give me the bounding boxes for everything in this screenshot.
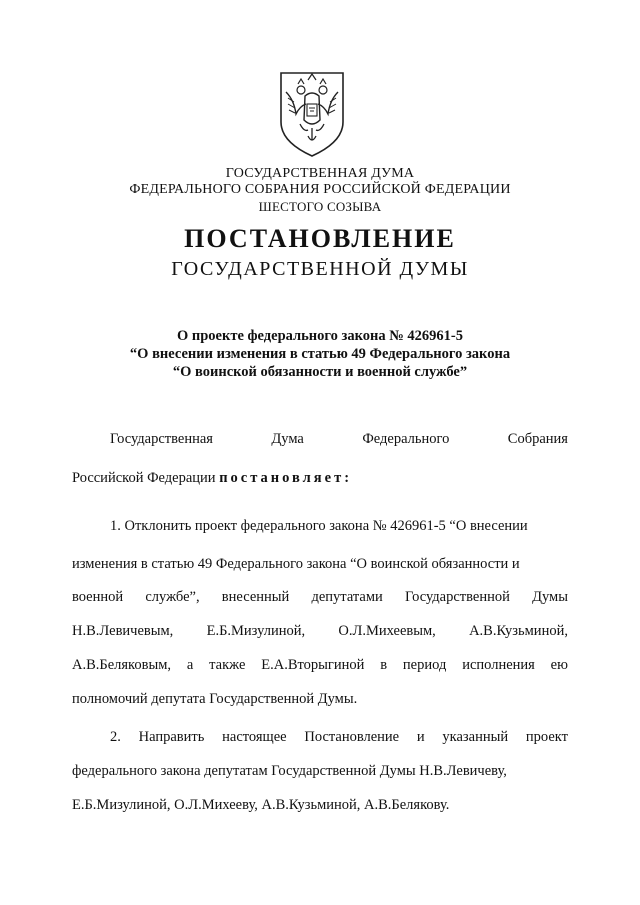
word: А.В.Кузьминой, [469, 623, 568, 639]
paragraph-1-line-2: изменения в статью 49 Федерального закона “О воинской обязанности и [72, 556, 520, 572]
word: и [416, 729, 425, 745]
word: Е.Б.Мизулиной, [206, 623, 306, 639]
word: Постановление [304, 729, 400, 745]
word: Думы [532, 589, 568, 605]
word: Направить [138, 729, 205, 745]
russian-coat-of-arms-icon [278, 70, 346, 158]
paragraph-2-line-3: Е.Б.Мизулиной, О.Л.Михееву, А.В.Кузьминой, А.В.Белякову. [72, 797, 450, 813]
word: А.В.Беляковым, [72, 657, 172, 673]
paragraph-1-line-1: 1. Отклонить проект федерального закона № 426961-5 “О внесении [110, 518, 528, 534]
convocation-line: ШЕСТОГО СОЗЫВА [258, 199, 382, 214]
document-title: ПОСТАНОВЛЕНИЕ [184, 224, 456, 253]
word: военной [72, 589, 124, 605]
word: период [402, 657, 447, 673]
word: Е.А.Вторыгиной [261, 657, 365, 673]
intro-line-2 [72, 469, 568, 487]
intro-prefix: Российской Федерации [72, 470, 220, 486]
resolution-verb: постановляет: [219, 470, 353, 486]
org-name-line-1: ГОСУДАРСТВЕННАЯ ДУМА [225, 166, 415, 181]
word: службе”, [145, 589, 200, 605]
coat-of-arms-emblem [278, 70, 346, 158]
intro-word: Дума [271, 431, 304, 447]
word: депутатами [311, 589, 383, 605]
word: указанный [442, 729, 509, 745]
word: проект [525, 729, 568, 745]
paragraph-1-line-4 [72, 622, 568, 640]
paragraph-1-line-3 [72, 588, 568, 606]
word: Н.В.Левичевым, [72, 623, 174, 639]
intro-word: Собрания [507, 431, 568, 447]
word: исполнения [462, 657, 535, 673]
word: а [186, 657, 194, 673]
paragraph-2-line-1 [110, 728, 568, 746]
word: 2. [110, 729, 121, 745]
paragraph-1-line-5 [72, 656, 568, 674]
subject-line-3: “О воинской обязанности и военной службе” [172, 364, 468, 380]
org-name-line-2: ФЕДЕРАЛЬНОГО СОБРАНИЯ РОССИЙСКОЙ ФЕДЕРАЦИИ [129, 182, 511, 197]
intro-line-1 [110, 430, 568, 448]
word: внесенный [221, 589, 290, 605]
paragraph-2-line-2: федерального закона депутатам Государственной Думы Н.В.Левичеву, [72, 763, 507, 779]
word: в [380, 657, 388, 673]
document-subtitle: ГОСУДАРСТВЕННОЙ ДУМЫ [171, 258, 469, 280]
intro-word: Государственная [110, 431, 213, 447]
word: настоящее [222, 729, 287, 745]
subject-line-1: О проекте федерального закона № 426961-5 [176, 328, 464, 344]
word: ею [550, 657, 568, 673]
subject-line-2: “О внесении изменения в статью 49 Федерального закона [129, 346, 511, 362]
intro-word: Федерального [362, 431, 450, 447]
word: О.Л.Михеевым, [338, 623, 436, 639]
word: также [209, 657, 246, 673]
word: Государственной [404, 589, 510, 605]
paragraph-1-line-6: полномочий депутата Государственной Думы. [72, 691, 358, 707]
